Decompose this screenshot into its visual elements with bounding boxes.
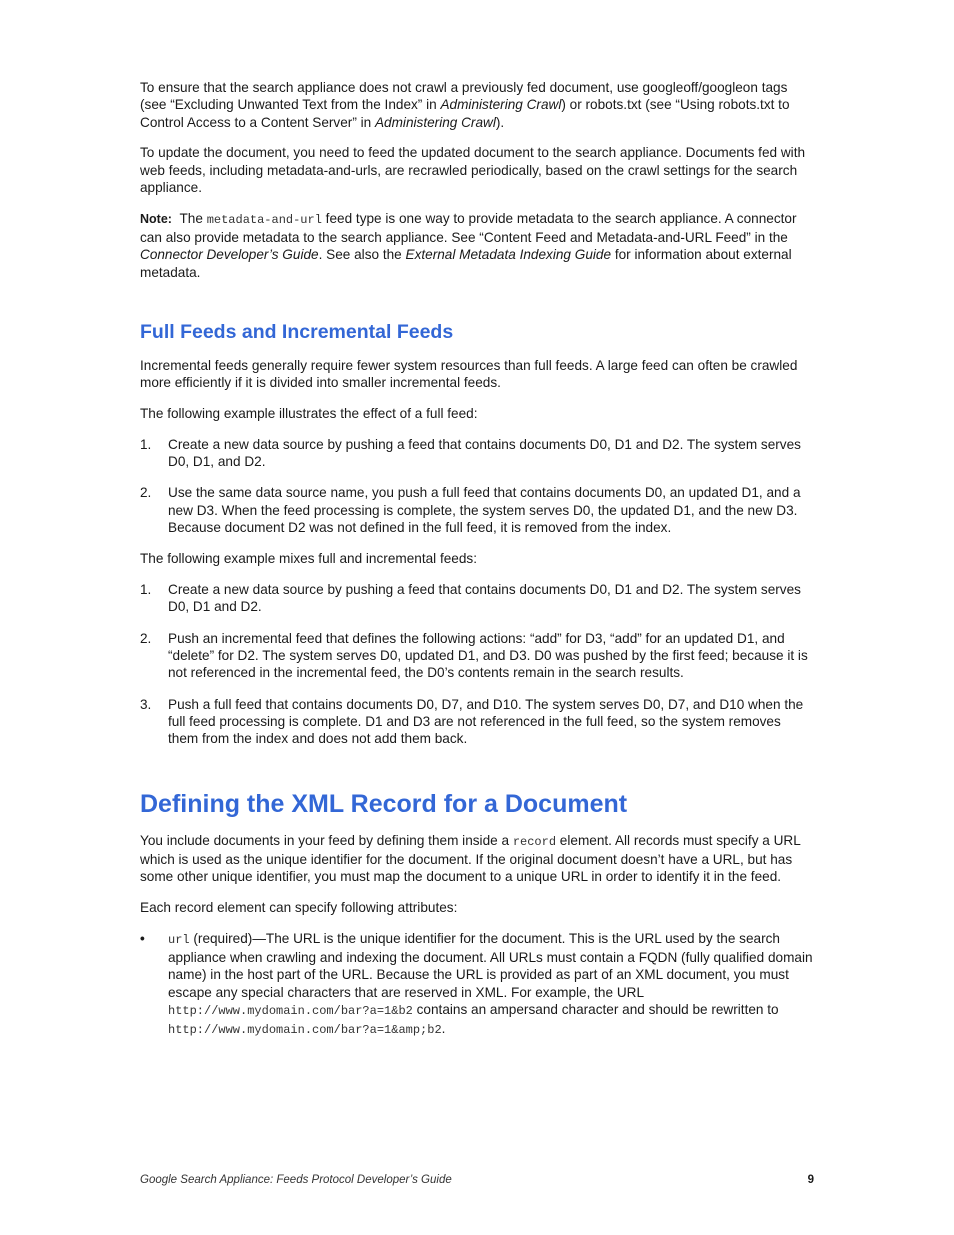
inline-code: http://www.mydomain.com/bar?a=1&amp;b2 bbox=[168, 1023, 442, 1038]
text: feed type is one way to provide metadata to the search appliance. A connector can also provide metadata to the search appliance. See “Content Feed and Metadata-and-URL Feed” in the bbox=[140, 210, 797, 246]
text: . See also the bbox=[318, 247, 406, 263]
list-item bbox=[140, 484, 814, 536]
paragraph-attributes-intro: Each record element can specify following attributes: bbox=[140, 899, 458, 915]
list-item bbox=[140, 696, 814, 748]
inline-code: metadata-and-url bbox=[206, 212, 322, 227]
paragraph-googleoff bbox=[140, 79, 814, 131]
inline-code: http://www.mydomain.com/bar?a=1&b2 bbox=[168, 1003, 413, 1018]
list-item-text: Push a full feed that contains documents D0, D7, and D10. The system serves D0, D7, and D10 when the full feed processing is complete. D1 and D3 are not referenced in the full feed, so the system removes them from the index and does not add them back. bbox=[168, 696, 804, 747]
list-item-text: Create a new data source by pushing a feed that contains documents D0, D1 and D2. The system serves D0, D1 and D2. bbox=[168, 582, 801, 615]
text: . bbox=[441, 1021, 446, 1037]
paragraph-update: To update the document, you need to feed the updated document to the search appliance. Documents fed with web feeds, including metadata-and-urls, are recrawled periodically, based on the crawl settings for the search appliance. bbox=[140, 145, 806, 195]
list-item bbox=[140, 581, 814, 616]
text: The bbox=[179, 210, 207, 226]
doc-reference: Administering Crawl bbox=[374, 114, 496, 130]
note-label: Note: bbox=[140, 211, 172, 226]
page-number: 9 bbox=[807, 1174, 814, 1186]
list-item-text: Create a new data source by pushing a feed that contains documents D0, D1 and D2. The system serves D0, D1, and D2. bbox=[168, 436, 801, 470]
doc-reference: Connector Developer’s Guide bbox=[140, 247, 319, 263]
bullet-symbol: • bbox=[140, 930, 145, 946]
text: (required)—The URL is the unique identifier for the document. This is the URL used by the search appliance when crawling and indexing the document. All URLs must contain a FQDN (fully qualified domain name) in the host part of the URL. Because the URL is provided as part of an XML document, you must escape any special characters that are reserved in XML. For example, the URL bbox=[168, 930, 813, 1000]
ordered-list-example2 bbox=[140, 581, 814, 747]
doc-reference: External Metadata Indexing Guide bbox=[405, 247, 612, 263]
list-item-text: Push an incremental feed that defines the following actions: “add” for D3, “add” for an updated D1, and “delete” for D2. The system serves D0, updated D1, and D3. D0 was pushed by the first feed; because it is not referenced in the incremental feed, the D0’s contents remain in the search results. bbox=[168, 630, 808, 681]
ordered-list-example1 bbox=[140, 436, 814, 536]
list-item-text: Use the same data source name, you push a full feed that contains documents D0, an updated D1, and a new D3. When the feed processing is complete, the system serves D0, the updated D1, and the new D3. Because document D2 was not defined in the full feed, it is removed from the index. bbox=[168, 485, 801, 536]
list-number: 1. bbox=[140, 436, 152, 452]
section-heading-full-feeds: Full Feeds and Incremental Feeds bbox=[140, 320, 454, 343]
list-number: 2. bbox=[140, 630, 152, 646]
paragraph-incremental-intro: Incremental feeds generally require fewer system resources than full feeds. A large feed can often be crawled more efficiently if it is divided into smaller incremental feeds. bbox=[140, 357, 798, 391]
paragraph-record-intro bbox=[140, 832, 814, 886]
section-heading-xml-record: Defining the XML Record for a Document bbox=[140, 789, 628, 818]
bullet-item-url bbox=[140, 930, 814, 1040]
list-number: 2. bbox=[140, 485, 152, 501]
list-number: 1. bbox=[140, 582, 152, 598]
text: You include documents in your feed by defining them inside a bbox=[140, 832, 513, 848]
list-item bbox=[140, 630, 814, 682]
list-item bbox=[140, 436, 814, 471]
text: ). bbox=[495, 114, 505, 130]
doc-reference: Administering Crawl bbox=[440, 97, 562, 113]
inline-code: record bbox=[512, 834, 557, 849]
list-number: 3. bbox=[140, 696, 152, 712]
text: To ensure that the search appliance does not crawl a previously fed document, use googleoff/googleon tags (see “Excluding Unwanted Text from the Index” in bbox=[140, 80, 788, 113]
inline-code: url bbox=[168, 932, 190, 947]
text: ) or robots.txt (see “Using robots.txt to Control Access to a Content Server” in bbox=[140, 97, 790, 130]
page-content bbox=[140, 79, 814, 1053]
note-paragraph bbox=[140, 210, 814, 281]
text: element. All records must specify a URL which is used as the unique identifier for the document. If the original document doesn’t have a URL, but has some other unique identifier, you must map the document to a unique URL in order to identify it in the feed. bbox=[140, 832, 801, 885]
text: contains an ampersand character and should be rewritten to bbox=[412, 1001, 779, 1017]
paragraph-example1-intro: The following example illustrates the effect of a full feed: bbox=[140, 406, 478, 422]
footer-title: Google Search Appliance: Feeds Protocol Developer’s Guide bbox=[140, 1174, 452, 1186]
paragraph-example2-intro: The following example mixes full and incremental feeds: bbox=[140, 551, 477, 567]
text: for information about external metadata. bbox=[140, 247, 792, 280]
